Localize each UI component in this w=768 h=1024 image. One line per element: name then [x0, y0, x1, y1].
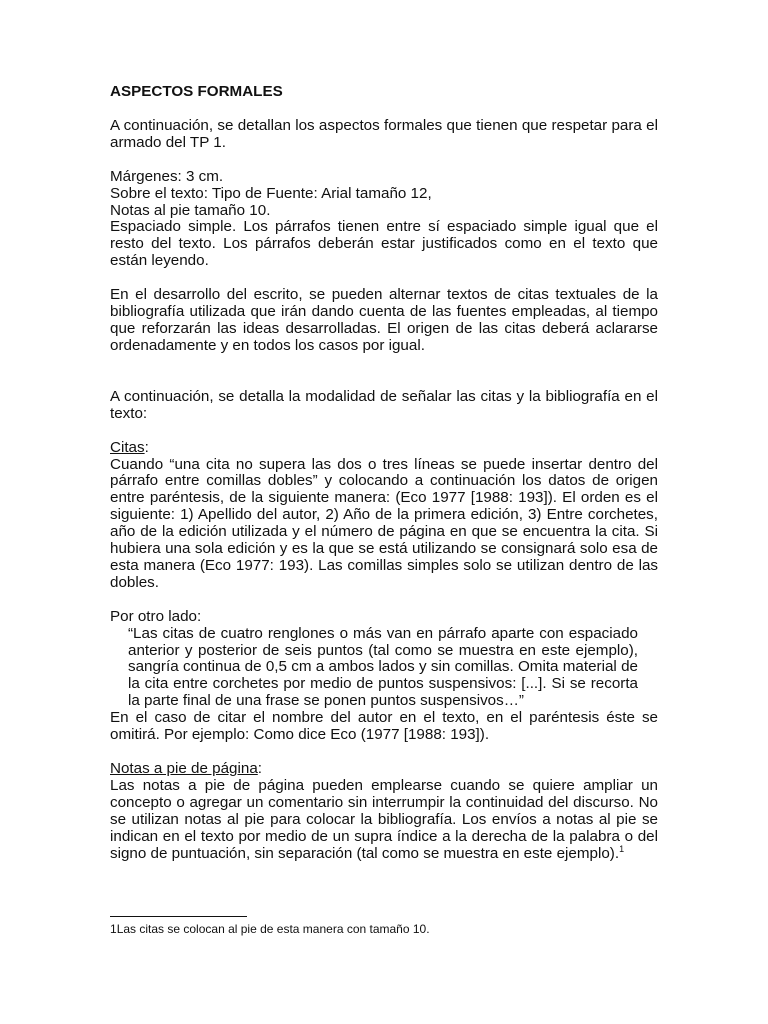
- footnote-marker: 1: [619, 843, 625, 854]
- footnote-number: 1: [110, 922, 117, 936]
- citas-heading-colon: :: [144, 438, 149, 456]
- spacing-paragraph: Espaciado simple. Los párrafos tienen entre sí espaciado simple igual que el resto del texto. Los párrafos deberán estar justificados como en el texto que están leyendo.: [110, 218, 658, 270]
- document-title: ASPECTOS FORMALES: [110, 83, 283, 100]
- footnote-text: Las citas se colocan al pie de esta manera con tamaño 10.: [116, 922, 430, 936]
- footnote-size-line: Notas al pie tamaño 10.: [110, 201, 271, 219]
- citas-heading-text: Citas: [110, 438, 145, 456]
- citas-heading: [110, 440, 658, 457]
- citas-paragraph: Cuando “una cita no supera las dos o tres líneas se puede insertar dentro del párrafo entre comillas dobles” y colocando a continuación los datos de origen entre paréntesis, de la siguiente manera: (Eco 1977 [1988: 193]). El orden es el siguiente: 1) Apellido del autor, 2) Año de la primera edición, 3) Entre corchetes, año de la edición utilizada y el número de página en que se encuentra la cita. Si hubiera una sola edición y es la que se está utilizando se consignará solo esa de esta manera (Eco 1977: 193). Las comillas simples solo se utilizan dentro de las dobles.: [110, 455, 658, 591]
- notas-paragraph: [110, 778, 658, 863]
- notas-paragraph-text: Las notas a pie de página pueden emplearse cuando se quiere ampliar un concepto o agregar un comentario sin interrumpir la continuidad del discurso. No se utilizan notas al pie para colocar la bibliografía. Los envíos a notas al pie se indican en el texto por medio de un supra índice a la derecha de la palabra o del signo de puntuación, sin separación (tal como se muestra en este ejemplo).: [110, 776, 658, 862]
- notas-heading-text: Notas a pie de página: [110, 760, 258, 777]
- footnote-separator: [110, 916, 247, 917]
- margins-line: Márgenes: 3 cm.: [110, 167, 224, 185]
- notas-heading: [110, 761, 658, 778]
- development-paragraph: En el desarrollo del escrito, se pueden alternar textos de citas textuales de la bibliografía utilizada que irán dando cuenta de las fuentes empleadas, al tiempo que reforzarán las ideas desarrolladas. El origen de las citas deberá aclararse ordenadamente y en todos los casos por igual.: [110, 286, 658, 354]
- footnote: [110, 922, 430, 936]
- font-line: Sobre el texto: Tipo de Fuente: Arial tamaño 12,: [110, 184, 432, 202]
- author-citation-paragraph: En el caso de citar el nombre del autor en el texto, en el paréntesis éste se omitirá. Por ejemplo: Como dice Eco (1977 [1988: 193]).: [110, 709, 658, 744]
- citations-intro-paragraph: A continuación, se detalla la modalidad de señalar las citas y la bibliografía en el texto:: [110, 387, 658, 422]
- intro-paragraph: A continuación, se detallan los aspectos formales que tienen que respetar para el armado del TP 1.: [110, 116, 658, 151]
- block-quote: “Las citas de cuatro renglones o más van en párrafo aparte con espaciado anterior y posterior de seis puntos (tal como se muestra en este ejemplo), sangría continua de 0,5 cm a ambos lados y sin comillas. Omita material de la cita entre corchetes por medio de puntos suspensivos: [...]. Si se recorta la parte final de una frase se ponen puntos suspensivos…”: [128, 624, 638, 710]
- otro-lado-lead: Por otro lado:: [110, 607, 202, 625]
- notas-heading-colon: :: [257, 760, 263, 777]
